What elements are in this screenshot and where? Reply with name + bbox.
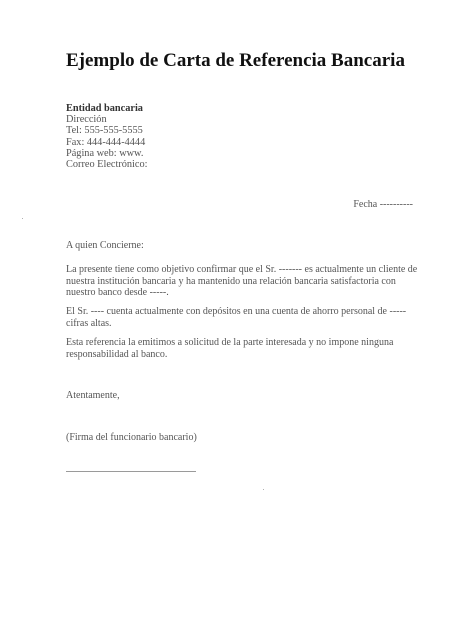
bank-info-block [66, 103, 148, 170]
bank-email: Correo Electrónico: [66, 159, 148, 171]
signature-line [66, 471, 196, 472]
bank-address: Dirección [66, 114, 107, 126]
paragraph-confirmation: La presente tiene como objetivo confirmar que el Sr. ------- es actualmente un cliente de nuestra institución bancaria y ha mantenido una relación bancaria satisfactoria con nuestro banco desde -----. [66, 264, 418, 299]
scan-speck [22, 218, 23, 219]
letter-date: Fecha ---------- [353, 199, 413, 210]
bank-phone: Tel: 555-555-5555 [66, 125, 143, 137]
document-title: Ejemplo de Carta de Referencia Bancaria [66, 50, 405, 71]
bank-web: Página web: www. [66, 147, 144, 159]
bank-name: Entidad bancaria [66, 103, 143, 114]
paragraph-disclaimer: Esta referencia la emitimos a solicitud de la parte interesada y no impone ninguna responsabilidad al banco. [66, 337, 394, 360]
letter-closing: Atentamente, [66, 390, 120, 401]
signature-note: (Firma del funcionario bancario) [66, 432, 197, 443]
letter-greeting: A quien Concierne: [66, 240, 144, 251]
bank-fax: Fax: 444-444-4444 [66, 136, 146, 148]
scan-speck [263, 489, 264, 490]
paragraph-deposits: El Sr. ---- cuenta actualmente con depósitos en una cuenta de ahorro personal de ----- cifras altas. [66, 306, 407, 329]
